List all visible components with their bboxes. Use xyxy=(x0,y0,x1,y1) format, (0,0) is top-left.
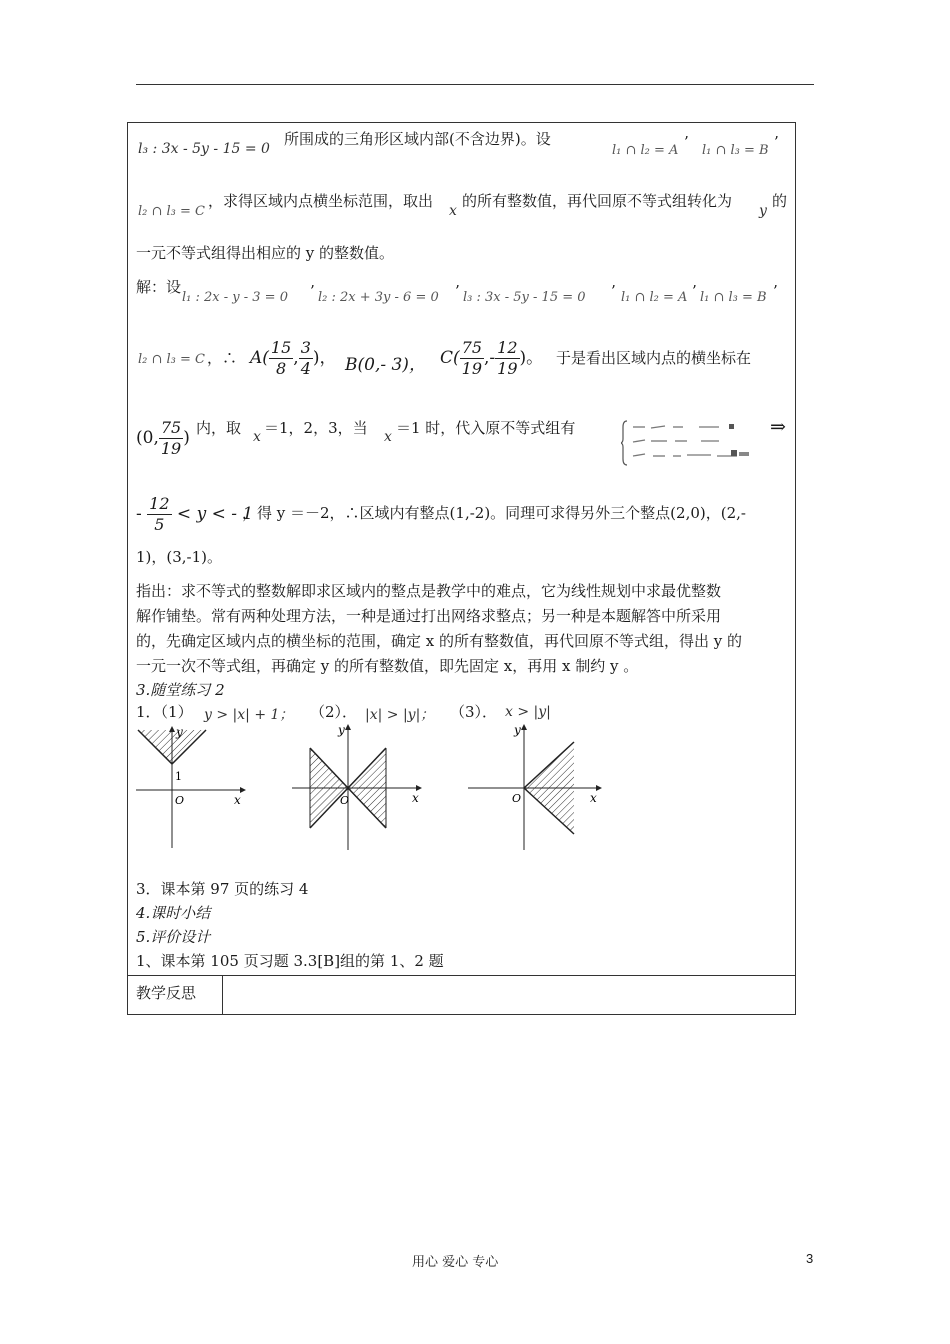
section-heading: 5.评价设计 xyxy=(136,928,211,946)
implies-arrow: ⇒ xyxy=(770,416,786,438)
exercise-number: 1．（1） xyxy=(136,703,193,721)
paragraph-text: ，求得区域内点横坐标范围，取出 xyxy=(208,192,434,210)
separator: ’ xyxy=(774,133,779,151)
l3-equation: l₃ : 3x - 5y - 15 = 0 xyxy=(138,141,270,157)
fraction-denominator: 19 xyxy=(160,439,182,458)
origin-label: O xyxy=(512,792,522,805)
fraction-numerator: 15 xyxy=(270,338,292,357)
y-axis-label: y xyxy=(338,723,345,737)
section-heading: 4.课时小结 xyxy=(136,904,211,922)
x-range xyxy=(136,418,190,459)
comma: ,- xyxy=(484,348,496,368)
table-column-divider xyxy=(222,975,223,1015)
exercise-part: （2）． xyxy=(310,703,358,721)
separator: ’ xyxy=(455,282,460,300)
paragraph-text: 一元不等式组得出相应的 y 的整数值。 xyxy=(136,244,395,262)
fraction-numerator: 75 xyxy=(461,338,482,357)
intercept-label: 1 xyxy=(175,770,182,783)
fraction-numerator: 75 xyxy=(160,418,182,437)
var-x: x xyxy=(253,429,261,445)
fraction-denominator: 4 xyxy=(300,359,311,378)
point-a xyxy=(250,338,337,379)
x-axis-label: x xyxy=(590,791,597,805)
x-axis-label: x xyxy=(234,793,241,807)
remark-line: 解作铺垫。常有两种处理方法，一种是通过打出网络求整点；另一种是本题解答中所采用 xyxy=(136,607,722,625)
separator: ’ xyxy=(684,133,689,151)
homework-text: 1、课本第 105 页习题 3.3[B]组的第 1、2 题 xyxy=(136,952,444,970)
footer-motto: 用心 爱心 专心 xyxy=(412,1255,499,1270)
paragraph-text: ，得 y ＝－2，∴区域内有整点(1,-2)。同理可求得另外三个整点(2,0)，(2,- xyxy=(242,504,746,522)
origin-label: O xyxy=(340,794,350,807)
separator: ’ xyxy=(310,282,315,300)
range-open: (0, xyxy=(136,428,159,448)
minus-sign: - xyxy=(136,504,142,524)
fraction-numerator: 12 xyxy=(497,338,518,357)
graph-2 xyxy=(290,722,430,854)
section-heading: 3.随堂练习 2 xyxy=(136,681,225,699)
page-number: 3 xyxy=(806,1251,814,1266)
reflection-label: 教学反思 xyxy=(136,984,197,1002)
var-y: y xyxy=(759,203,767,219)
y-axis-label: y xyxy=(176,725,183,739)
point-c-label: C( xyxy=(440,348,460,368)
paragraph-text: 所围成的三角形区域内部(不含边界)。设 xyxy=(284,130,551,148)
paragraph-text: 的 xyxy=(772,192,788,210)
paragraph-text: ＝1，2，3，当 xyxy=(264,419,368,437)
y-axis-label: y xyxy=(514,723,521,737)
point-b: B(0,- 3)， xyxy=(345,355,426,375)
exercise-item: 3．课本第 97 页的练习 4 xyxy=(136,880,309,898)
fraction-denominator: 8 xyxy=(276,359,287,378)
exercise-inequality-3: x > |y| xyxy=(505,704,551,720)
y-inequality xyxy=(136,494,253,535)
paragraph-text: 于是看出区域内点的横坐标在 xyxy=(556,349,752,367)
intersection-a: l₁ ∩ l₂ = A xyxy=(612,143,679,158)
graph-3 xyxy=(466,722,606,854)
line-l2: l₂ : 2x + 3y - 6 = 0 xyxy=(318,290,439,305)
paragraph-text: 内，取 xyxy=(196,419,242,437)
intersection-b: l₁ ∩ l₃ = B xyxy=(702,143,769,158)
range-close: ) xyxy=(183,428,190,448)
point-a-close: )， xyxy=(312,348,337,368)
fraction-numerator: 3 xyxy=(300,338,311,357)
paragraph-text: 1)，(3,-1)。 xyxy=(136,548,223,566)
intersection-c: l₂ ∩ l₃ = C xyxy=(138,352,205,367)
remark-line: 一元一次不等式组，再确定 y 的所有整数值，即先固定 x，再用 x 制约 y 。 xyxy=(136,657,639,675)
exercise-part: （3）． xyxy=(450,703,498,721)
var-x: x xyxy=(384,429,392,445)
comma: , xyxy=(293,348,299,368)
separator: ’ xyxy=(773,282,778,300)
x-axis-label: x xyxy=(412,791,419,805)
remark-line: 的，先确定区域内点的横坐标的范围，确定 x 的所有整数值，再代回原不等式组，得出 y 的 xyxy=(136,632,743,650)
graph-1 xyxy=(136,724,248,852)
solution-label: 解：设 xyxy=(136,278,182,296)
inequality-system-image xyxy=(621,419,765,467)
fraction-denominator: 19 xyxy=(497,359,518,378)
point-a-label: A( xyxy=(250,348,269,368)
point-c xyxy=(440,338,543,379)
paragraph-text: 的所有整数值，再代回原不等式组转化为 xyxy=(462,192,733,210)
point-c-close: )。 xyxy=(519,348,544,368)
therefore-text: ，∴ xyxy=(207,349,238,367)
exercise-inequality-2: |x| > |y|； xyxy=(365,707,435,723)
header-rule xyxy=(136,84,814,85)
separator: ’ xyxy=(611,282,616,300)
origin-label: O xyxy=(175,794,185,807)
exercise-inequality-1: y > |x| + 1； xyxy=(204,707,294,723)
separator: ’ xyxy=(692,282,697,300)
line-l3: l₃ : 3x - 5y - 15 = 0 xyxy=(463,290,586,305)
fraction-numerator: 12 xyxy=(149,494,170,513)
intersection-a: l₁ ∩ l₂ = A xyxy=(621,290,688,305)
intersection-b: l₁ ∩ l₃ = B xyxy=(700,290,767,305)
remark-line: 指出：求不等式的整数解即求区域内的整点是教学中的难点，它为线性规划中求最优整数 xyxy=(136,582,722,600)
inequality-rest: < y < - 1 xyxy=(176,504,254,524)
table-row-divider xyxy=(128,975,795,976)
intersection-c: l₂ ∩ l₃ = C xyxy=(138,204,205,219)
fraction-denominator: 19 xyxy=(461,359,482,378)
var-x: x xyxy=(449,203,457,219)
line-l1: l₁ : 2x - y - 3 = 0 xyxy=(182,290,288,305)
paragraph-text: ＝1 时，代入原不等式组有 xyxy=(396,419,576,437)
fraction-denominator: 5 xyxy=(154,515,165,534)
